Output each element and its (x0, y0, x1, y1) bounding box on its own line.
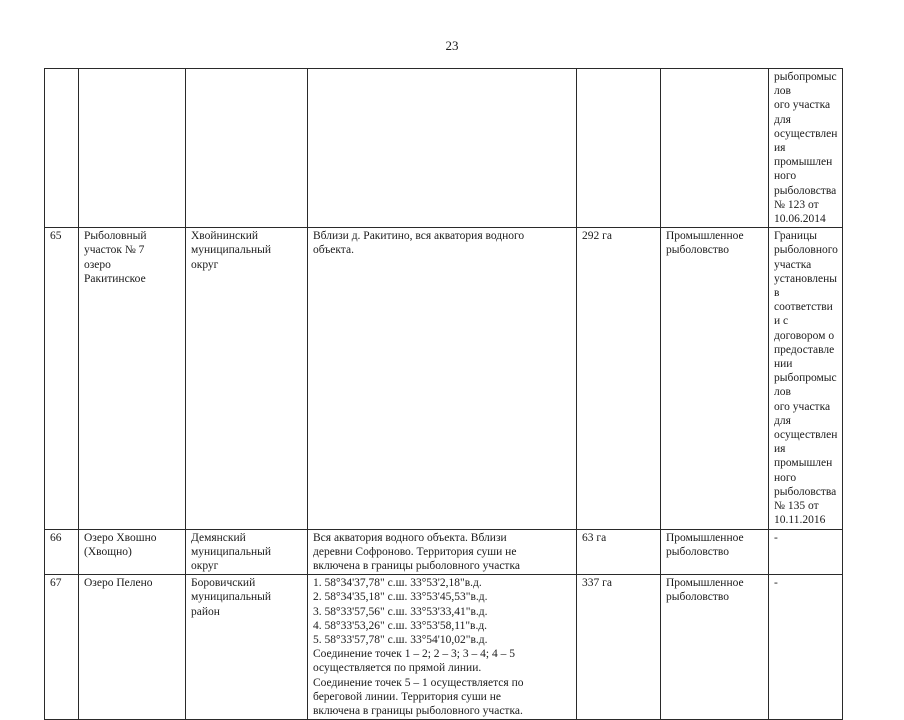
fishing-type: Промышленное рыболовство (666, 531, 744, 558)
row-number: 66 (50, 531, 62, 544)
border-description-cell (308, 228, 577, 529)
area-size: 63 га (582, 531, 607, 544)
area-name: Озеро Пелено (84, 577, 153, 590)
border-description-cell (308, 575, 577, 720)
row-number-cell (45, 228, 79, 529)
district: Боровичский муниципальный район (191, 577, 272, 618)
fishing-type: Промышленное рыболовство (666, 230, 744, 257)
district-cell (186, 529, 308, 575)
border-point: 1. 58°34'37,78" с.ш. 33°53'2,18"в.д. (313, 577, 482, 590)
row-number: 65 (50, 230, 62, 243)
table-row (45, 69, 843, 228)
row-number: 67 (50, 577, 62, 590)
area-name-cell (79, 575, 186, 720)
area-name-cell (79, 228, 186, 529)
note-cell (769, 69, 843, 228)
area-name-cell (79, 69, 186, 228)
district-cell (186, 69, 308, 228)
note-cell (769, 228, 843, 529)
note: - (774, 577, 778, 590)
fishing-type: Промышленное рыболовство (666, 577, 744, 604)
border-description-cell (308, 69, 577, 228)
note: рыбопромыслов ого участка для осуществления промышленного рыболовства № 123 от 10.06.2014 (774, 71, 838, 226)
border-point: 2. 58°34'35,18" с.ш. 33°53'45,53"в.д. (313, 591, 488, 604)
table-row (45, 228, 843, 529)
area-size-cell (577, 575, 661, 720)
area-name-cell (79, 529, 186, 575)
area-name: Рыболовный участок № 7 озеро Ракитинское (84, 230, 147, 285)
fishing-type-cell (661, 529, 769, 575)
note-cell (769, 575, 843, 720)
area-size: 292 га (582, 230, 612, 243)
border-point: 4. 58°33'53,26" с.ш. 33°53'58,11"в.д. (313, 619, 488, 632)
row-number-cell (45, 69, 79, 228)
district-cell (186, 228, 308, 529)
border-description: Вся акватория водного объекта. Вблизи деревни Софроново. Территория суши не включена в границы рыболовного участка (313, 531, 520, 572)
area-size-cell (577, 69, 661, 228)
district: Хвойнинский муниципальный округ (191, 230, 272, 271)
border-description: Вблизи д. Ракитино, вся акватория водного объекта. (313, 230, 525, 257)
fishing-type-cell (661, 228, 769, 529)
border-point: 5. 58°33'57,78" с.ш. 33°54'10,02"в.д. (313, 633, 488, 646)
border-description-cell (308, 529, 577, 575)
table-row (45, 529, 843, 575)
note-cell (769, 529, 843, 575)
fishing-type-cell (661, 575, 769, 720)
border-connection-description: Соединение точек 1 – 2; 2 – 3; 3 – 4; 4 – 5 осуществляется по прямой линии. Соединение точек 5 – 1 осуществляется по береговой линии. Территория суши не включена в границы рыболовного участка. (313, 648, 524, 717)
area-size: 337 га (582, 577, 612, 590)
fishing-type-cell (661, 69, 769, 228)
page-number: 23 (445, 38, 459, 53)
area-size-cell (577, 228, 661, 529)
note: Границы рыболовного участка установлены в соответствии с договором о предоставлении рыбопромыслов ого участка для осуществления промышленного рыболовства № 135 от 10.11.2016 (774, 230, 838, 527)
table-row (45, 575, 843, 720)
row-number-cell (45, 575, 79, 720)
district: Демянский муниципальный округ (191, 531, 272, 572)
area-name: Озеро Хвошно (Хвощно) (84, 531, 157, 558)
fishing-areas-table (44, 68, 843, 720)
row-number-cell (45, 529, 79, 575)
district-cell (186, 575, 308, 720)
border-point: 3. 58°33'57,56" с.ш. 33°53'33,41"в.д. (313, 605, 488, 618)
area-size-cell (577, 529, 661, 575)
note: - (774, 531, 778, 544)
